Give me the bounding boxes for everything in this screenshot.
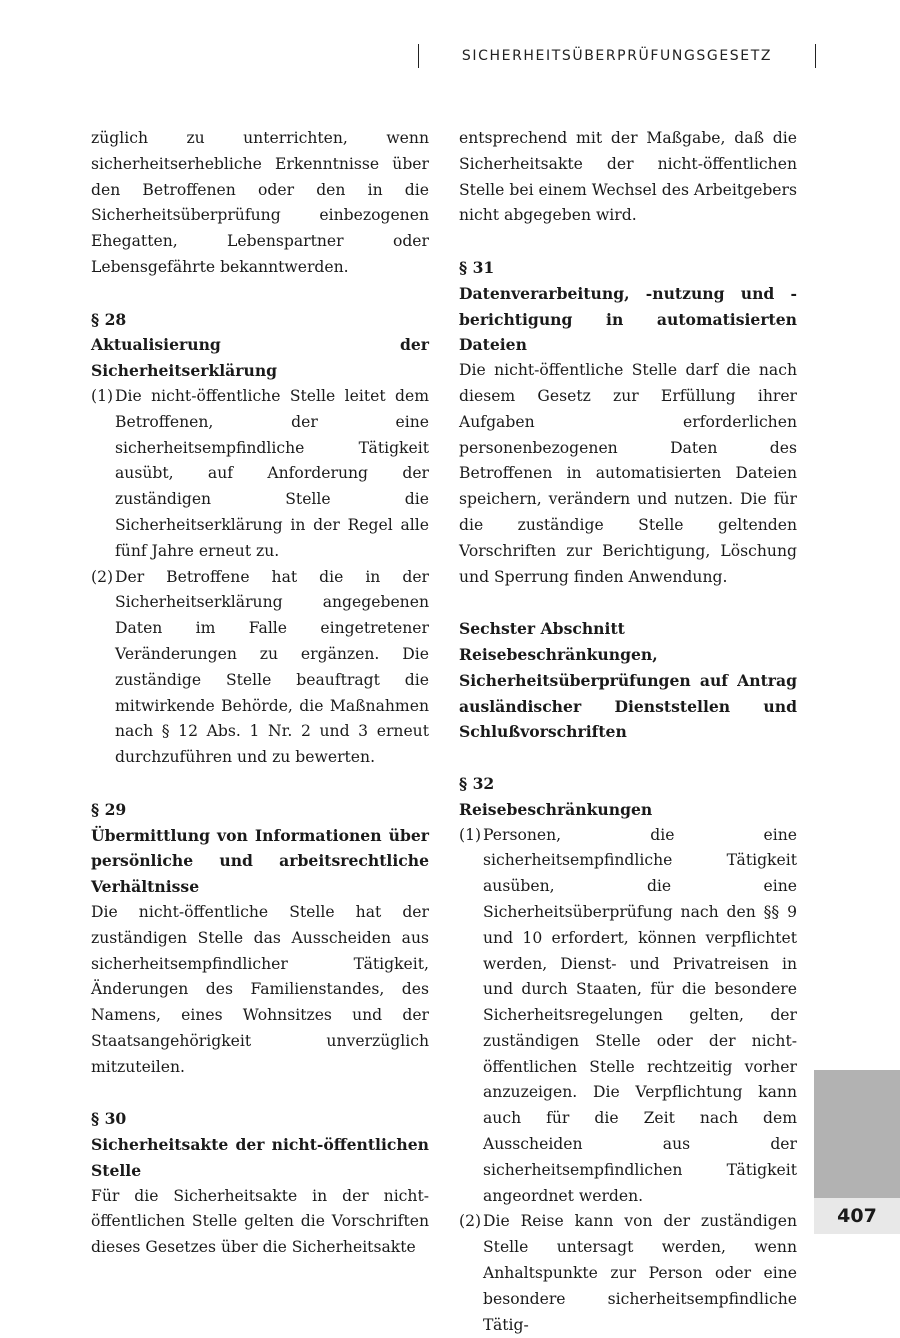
item-text: Der Betroffene hat die in der Sicherheitserklärung angegebenen Daten im Falle eingetretener Veränderungen zu ergänzen. Die zuständige Stelle beauftragt die mitwirkende Behörde, die Maßnahmen nach § 12 Abs. 1 Nr. 2 und 3 erneut durchzuführen und zu bewerten. bbox=[115, 567, 429, 767]
section-29 bbox=[91, 797, 429, 1081]
right-column bbox=[459, 126, 797, 1338]
item-text: Personen, die eine sicherheitsempfindliche Tätigkeit ausüben, die eine Sicherheitsüberprüfung nach den §§ 9 und 10 erfordert, können verpflichtet werden, Dienst- und Privatreisen in und durch Staaten, für die besondere Sicherheitsregelungen gelten, der zuständigen Stelle oder der nicht-öffentlichen Stelle rechtzeitig vorher anzuzeigen. Die Verpflichtung kann auch für die Zeit nach dem Ausscheiden aus der sicherheitsempfindlichen Tätigkeit angeordnet werden. bbox=[483, 825, 797, 1205]
chapter-heading bbox=[459, 616, 797, 745]
item-number: (1) bbox=[91, 386, 114, 405]
section-32-number: § 32 bbox=[459, 773, 495, 793]
section-29-title: Übermittlung von Informationen über persönliche und arbeitsrechtliche Verhältnisse bbox=[91, 825, 429, 897]
list-item bbox=[459, 1209, 797, 1338]
section-28-number: § 28 bbox=[91, 309, 127, 329]
section-31 bbox=[459, 255, 797, 590]
section-31-text: Die nicht-öffentliche Stelle darf die nach diesem Gesetz zur Erfüllung ihrer Aufgaben erforderlichen personenbezogenen Daten des Betroffenen in automatisierten Dateien speichern, verändern und nutzen. Die für die zuständige Stelle geltenden Vorschriften zur Berichtigung, Löschung und Sperrung finden Anwendung. bbox=[459, 361, 797, 586]
thumb-tab bbox=[814, 1070, 900, 1198]
running-head: SICHERHEITSÜBERPRÜFUNGSGESETZ bbox=[418, 44, 816, 68]
continuation-paragraph: entsprechend mit der Maßgabe, daß die Sicherheitsakte der nicht-öffentlichen Stelle bei einem Wechsel des Arbeitgebers nicht abgegeben wird. bbox=[459, 129, 797, 225]
list-item bbox=[91, 384, 429, 565]
list-item bbox=[459, 823, 797, 1210]
section-32-title: Reisebeschränkungen bbox=[459, 799, 653, 819]
list-item bbox=[91, 565, 429, 771]
section-31-title: Datenverarbeitung, -nutzung und -berichtigung in automatisierten Dateien bbox=[459, 283, 797, 355]
item-text: Die Reise kann von der zuständigen Stelle untersagt werden, wenn Anhaltspunkte zur Person oder eine besondere sicherheitsempfindliche Tätig- bbox=[483, 1212, 797, 1334]
section-29-text: Die nicht-öffentliche Stelle hat der zuständigen Stelle das Ausscheiden aus sicherheitsempfindlicher Tätigkeit, Änderungen des Familienstandes, des Namens, eines Wohnsitzes und der Staatsangehörigkeit unverzüglich mitzuteilen. bbox=[91, 902, 429, 1076]
section-28 bbox=[91, 307, 429, 771]
section-32-list bbox=[459, 823, 797, 1338]
item-number: (2) bbox=[91, 567, 114, 586]
section-28-title: Aktualisierung der Sicherheitserklärung bbox=[91, 335, 429, 381]
section-29-number: § 29 bbox=[91, 799, 127, 819]
intro-paragraph: züglich zu unterrichten, wenn sicherheitserhebliche Erkenntnisse über den Betroffenen oder den in die Sicherheitsüberprüfung einbezogenen Ehegatten, Lebenspartner oder Lebensgefährte bekanntwerden. bbox=[91, 129, 429, 276]
section-30-text: Für die Sicherheitsakte in der nicht-öffentlichen Stelle gelten die Vorschriften dieses Gesetzes über die Sicherheitsakte bbox=[91, 1186, 429, 1257]
chapter-title: Reisebeschränkungen, Sicherheitsüberprüfungen auf Antrag ausländischer Dienststellen und Schlußvorschriften bbox=[459, 644, 797, 742]
item-text: Die nicht-öffentliche Stelle leitet dem Betroffenen, der eine sicherheitsempfindliche Tätigkeit ausübt, auf Anforderung der zuständigen Stelle die Sicherheitserklärung in der Regel alle fünf Jahre erneut zu. bbox=[115, 386, 429, 560]
chapter-label: Sechster Abschnitt bbox=[459, 619, 625, 639]
item-number: (1) bbox=[459, 825, 482, 844]
section-28-list bbox=[91, 384, 429, 771]
section-30-number: § 30 bbox=[91, 1109, 127, 1129]
section-30-title: Sicherheitsakte der nicht-öffentlichen Stelle bbox=[91, 1135, 429, 1180]
left-column bbox=[91, 126, 429, 1261]
item-number: (2) bbox=[459, 1212, 482, 1231]
section-30 bbox=[91, 1106, 429, 1261]
section-31-number: § 31 bbox=[459, 257, 495, 277]
section-32 bbox=[459, 771, 797, 1338]
page-number: 407 bbox=[814, 1198, 900, 1234]
